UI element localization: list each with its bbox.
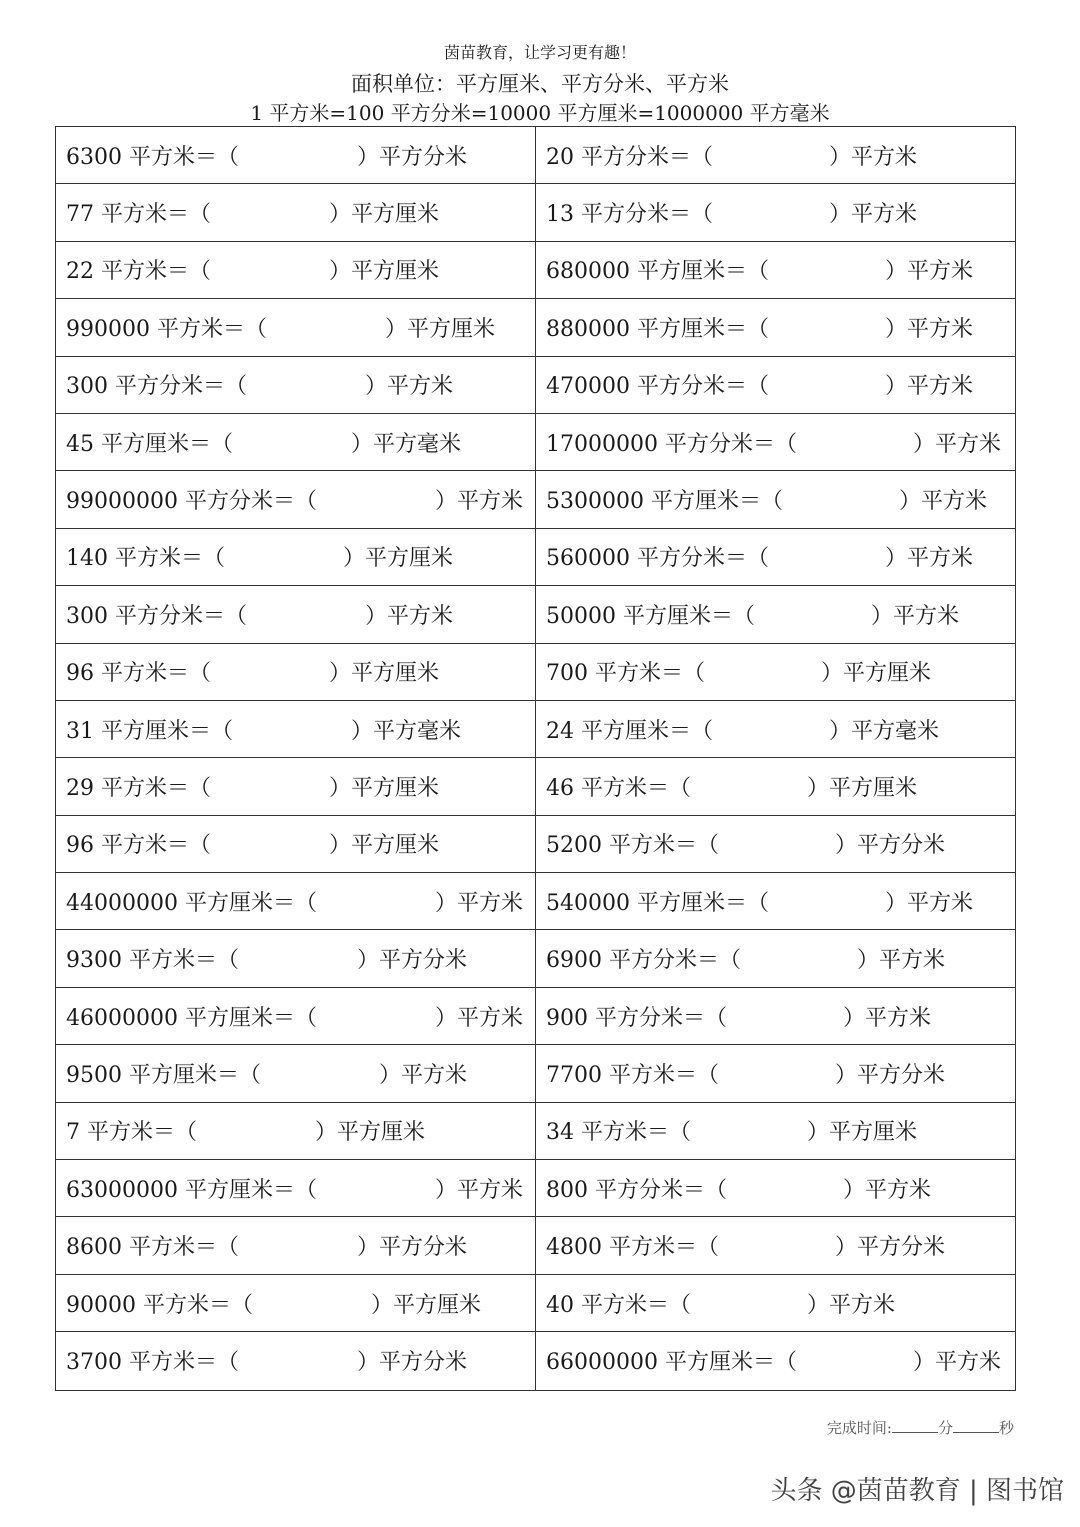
exercise-unit: ）平方厘米	[329, 661, 440, 687]
exercise-prompt: 99000000 平方分米＝（	[66, 489, 317, 515]
exercise-prompt: 17000000 平方分米＝（	[546, 431, 797, 457]
exercise-unit: ）平方分米	[356, 144, 467, 170]
exercise-prompt: 990000 平方米＝（	[66, 316, 267, 342]
exercise-unit: ）平方分米	[834, 1062, 945, 1088]
exercise-unit: ）平方米	[365, 603, 454, 629]
exercise-unit: ）平方米	[434, 1005, 523, 1031]
exercise-left	[56, 644, 536, 701]
exercise-prompt: 63000000 平方厘米＝（	[66, 1177, 317, 1203]
exercise-left	[56, 471, 536, 528]
exercise-unit: ）平方米	[912, 431, 1001, 457]
completion-time	[827, 1417, 1014, 1438]
exercise-prompt: 31 平方厘米＝（	[66, 718, 233, 744]
exercise-right	[536, 127, 1015, 184]
exercise-unit: ）平方厘米	[329, 259, 440, 285]
exercise-unit: ）平方米	[807, 1292, 896, 1318]
exercise-prompt: 90000 平方米＝（	[66, 1292, 253, 1318]
exercise-unit: ）平方厘米	[329, 202, 440, 228]
exercise-prompt: 96 平方米＝（	[66, 661, 211, 687]
exercise-unit: ）平方米	[884, 546, 973, 572]
exercise-left	[56, 1275, 536, 1332]
exercise-prompt: 700 平方米＝（	[546, 661, 705, 687]
exercise-unit: ）平方毫米	[351, 431, 462, 457]
exercise-prompt: 8600 平方米＝（	[66, 1235, 239, 1261]
exercise-right	[536, 1160, 1015, 1217]
exercise-unit: ）平方米	[884, 259, 973, 285]
exercise-right	[536, 1217, 1015, 1274]
exercise-prompt: 680000 平方厘米＝（	[546, 259, 769, 285]
exercise-left	[56, 1332, 536, 1389]
exercise-right	[536, 529, 1015, 586]
exercise-unit: ）平方米	[843, 1177, 932, 1203]
worksheet-title: 面积单位：平方厘米、平方分米、平方米	[351, 72, 729, 96]
seconds-blank[interactable]	[953, 1418, 999, 1433]
exercise-prompt: 77 平方米＝（	[66, 202, 211, 228]
conversion-formula: 1 平方米=100 平方分米=10000 平方厘米=1000000 平方毫米	[250, 101, 830, 125]
exercise-prompt: 560000 平方分米＝（	[546, 546, 769, 572]
exercise-prompt: 800 平方分米＝（	[546, 1177, 727, 1203]
exercise-prompt: 46 平方米＝（	[546, 775, 691, 801]
exercise-unit: ）平方米	[365, 374, 454, 400]
exercise-unit: ）平方米	[912, 1350, 1001, 1376]
exercise-unit: ）平方厘米	[807, 775, 918, 801]
exercise-prompt: 29 平方米＝（	[66, 775, 211, 801]
exercise-right	[536, 357, 1015, 414]
exercise-prompt: 3700 平方米＝（	[66, 1350, 239, 1376]
exercise-left	[56, 701, 536, 758]
exercise-right	[536, 242, 1015, 299]
exercise-prompt: 900 平方分米＝（	[546, 1005, 727, 1031]
exercise-unit: ）平方厘米	[821, 661, 932, 687]
watermark: 头条 @茵苗教育 | 图书馆	[770, 1476, 1064, 1506]
exercise-left	[56, 873, 536, 930]
exercise-right	[536, 816, 1015, 873]
exercise-prompt: 34 平方米＝（	[546, 1120, 691, 1146]
exercise-unit: ）平方米	[898, 489, 987, 515]
exercise-right	[536, 758, 1015, 815]
exercise-right	[536, 873, 1015, 930]
exercise-left	[56, 184, 536, 241]
exercise-prompt: 880000 平方厘米＝（	[546, 316, 769, 342]
exercise-right	[536, 644, 1015, 701]
exercise-unit: ）平方米	[884, 316, 973, 342]
exercise-unit: ）平方毫米	[351, 718, 462, 744]
exercise-prompt: 7 平方米＝（	[66, 1120, 197, 1146]
exercise-prompt: 66000000 平方厘米＝（	[546, 1350, 797, 1376]
exercise-unit: ）平方米	[434, 1177, 523, 1203]
exercise-prompt: 44000000 平方厘米＝（	[66, 890, 317, 916]
exercise-prompt: 9300 平方米＝（	[66, 948, 239, 974]
exercise-right	[536, 414, 1015, 471]
exercise-prompt: 470000 平方分米＝（	[546, 374, 769, 400]
exercise-left	[56, 299, 536, 356]
exercise-left	[56, 242, 536, 299]
exercise-prompt: 300 平方分米＝（	[66, 603, 247, 629]
minutes-unit: 分	[937, 1419, 953, 1437]
exercise-prompt: 140 平方米＝（	[66, 546, 225, 572]
exercise-unit: ）平方米	[378, 1062, 467, 1088]
exercise-right	[536, 184, 1015, 241]
exercise-unit: ）平方米	[870, 603, 959, 629]
exercise-left	[56, 1217, 536, 1274]
exercise-left	[56, 758, 536, 815]
exercise-left	[56, 586, 536, 643]
exercise-prompt: 20 平方分米＝（	[546, 144, 713, 170]
exercise-left	[56, 930, 536, 987]
minutes-blank[interactable]	[892, 1418, 938, 1433]
exercise-unit: ）平方米	[884, 374, 973, 400]
exercise-prompt: 7700 平方米＝（	[546, 1062, 719, 1088]
exercise-right	[536, 701, 1015, 758]
exercise-prompt: 22 平方米＝（	[66, 259, 211, 285]
exercise-prompt: 5300000 平方厘米＝（	[546, 489, 783, 515]
exercise-unit: ）平方厘米	[384, 316, 495, 342]
brand-slogan: 茵苗教育，让学习更有趣！	[443, 43, 636, 62]
exercise-right	[536, 1275, 1015, 1332]
exercise-left	[56, 414, 536, 471]
exercise-left	[56, 357, 536, 414]
exercise-unit: ）平方厘米	[329, 833, 440, 859]
exercise-right	[536, 1332, 1015, 1389]
exercise-unit: ）平方分米	[356, 1235, 467, 1261]
exercise-prompt: 13 平方分米＝（	[546, 202, 713, 228]
exercise-left	[56, 816, 536, 873]
exercise-unit: ）平方米	[856, 948, 945, 974]
exercise-right	[536, 1103, 1015, 1160]
exercise-right	[536, 299, 1015, 356]
exercise-left	[56, 1160, 536, 1217]
exercise-prompt: 9500 平方厘米＝（	[66, 1062, 261, 1088]
exercise-unit: ）平方分米	[356, 948, 467, 974]
exercise-unit: ）平方厘米	[370, 1292, 481, 1318]
exercise-prompt: 96 平方米＝（	[66, 833, 211, 859]
exercise-unit: ）平方厘米	[315, 1120, 426, 1146]
exercise-prompt: 4800 平方米＝（	[546, 1235, 719, 1261]
exercise-unit: ）平方米	[434, 489, 523, 515]
exercise-left	[56, 1045, 536, 1102]
exercise-prompt: 46000000 平方厘米＝（	[66, 1005, 317, 1031]
exercise-right	[536, 471, 1015, 528]
exercise-right	[536, 988, 1015, 1045]
exercise-prompt: 50000 平方厘米＝（	[546, 603, 755, 629]
exercise-prompt: 5200 平方米＝（	[546, 833, 719, 859]
exercise-unit: ）平方米	[829, 144, 918, 170]
exercise-unit: ）平方毫米	[829, 718, 940, 744]
exercise-prompt: 45 平方厘米＝（	[66, 431, 233, 457]
exercise-unit: ）平方厘米	[807, 1120, 918, 1146]
exercise-unit: ）平方厘米	[343, 546, 454, 572]
exercise-unit: ）平方米	[884, 890, 973, 916]
completion-time-label: 完成时间:	[826, 1419, 892, 1437]
exercise-left	[56, 1103, 536, 1160]
exercise-right	[536, 586, 1015, 643]
exercise-unit: ）平方米	[434, 890, 523, 916]
exercise-prompt: 40 平方米＝（	[546, 1292, 691, 1318]
exercise-left	[56, 988, 536, 1045]
exercise-unit: ）平方分米	[834, 1235, 945, 1261]
seconds-unit: 秒	[998, 1419, 1014, 1437]
exercise-unit: ）平方厘米	[329, 775, 440, 801]
exercise-unit: ）平方米	[843, 1005, 932, 1031]
exercise-prompt: 24 平方厘米＝（	[546, 718, 713, 744]
exercise-right	[536, 1045, 1015, 1102]
exercise-prompt: 6300 平方米＝（	[66, 144, 239, 170]
exercise-left	[56, 127, 536, 184]
exercise-prompt: 300 平方分米＝（	[66, 374, 247, 400]
exercise-prompt: 540000 平方厘米＝（	[546, 890, 769, 916]
exercise-unit: ）平方分米	[834, 833, 945, 859]
exercise-right	[536, 930, 1015, 987]
exercise-table	[55, 126, 1016, 1391]
exercise-left	[56, 529, 536, 586]
exercise-prompt: 6900 平方分米＝（	[546, 948, 741, 974]
exercise-unit: ）平方米	[829, 202, 918, 228]
exercise-unit: ）平方分米	[356, 1350, 467, 1376]
